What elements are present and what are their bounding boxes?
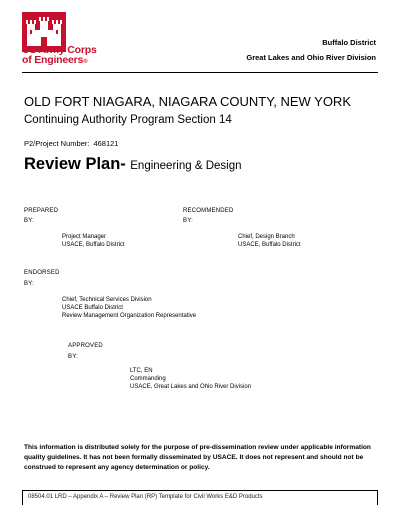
- endorsed-label: ENDORSED: [24, 270, 60, 276]
- approved-rank: LTC, EN: [130, 368, 153, 374]
- recommended-title: Chief, Design Branch: [238, 234, 295, 240]
- review-plan-heading: [24, 155, 242, 174]
- dissemination-notice: This information is distributed solely for the purpose of pre-dissemination review under applicable information quality guidelines. It has not been formally disseminated by USACE. It does not represent and should not be construed to represent any agency determination or policy.: [24, 444, 371, 471]
- endorsed-signature-block: [62, 296, 196, 320]
- approved-label: APPROVED: [68, 343, 103, 349]
- district-name: Buffalo District: [322, 38, 376, 47]
- project-number-label: P2/Project Number:: [24, 139, 90, 148]
- review-plan-title: Review Plan-: [24, 155, 126, 173]
- project-location-title: OLD FORT NIAGARA, NIAGARA COUNTY, NEW YORK: [24, 94, 351, 109]
- recommended-signature-block: [238, 233, 301, 249]
- recommended-by-label: BY:: [183, 218, 193, 224]
- recommended-org: USACE, Buffalo District: [238, 242, 301, 248]
- endorsed-org: USACE Buffalo District: [62, 305, 123, 311]
- project-number-line: [24, 139, 118, 148]
- header-divider: [22, 72, 378, 73]
- prepared-org: USACE, Buffalo District: [62, 242, 125, 248]
- footer-text: 08504.01 LRD – Appendix A – Review Plan (RP) Template for Civil Works E&D Products: [28, 494, 263, 500]
- approved-title: Commanding: [130, 376, 166, 382]
- prepared-signature-block: [62, 233, 125, 249]
- endorsed-by-label: BY:: [24, 281, 34, 287]
- review-plan-subtitle: Engineering & Design: [130, 160, 242, 172]
- org-line-2: of Engineers: [22, 54, 84, 66]
- approved-org: USACE, Great Lakes and Ohio River Division: [130, 384, 252, 390]
- approved-by-label: BY:: [68, 354, 78, 360]
- endorsed-role: Review Management Organization Representative: [62, 313, 197, 319]
- program-title: Continuing Authority Program Section 14: [24, 114, 232, 126]
- registered-mark: ®: [83, 59, 88, 65]
- prepared-label: PREPARED: [24, 208, 59, 214]
- division-name: Great Lakes and Ohio River Division: [246, 53, 376, 62]
- endorsed-title: Chief, Technical Services Division: [62, 297, 152, 303]
- project-number-value: 468121: [93, 139, 119, 148]
- prepared-title: Project Manager: [62, 234, 107, 240]
- organization-name: [22, 45, 97, 67]
- prepared-by-label: BY:: [24, 218, 34, 224]
- org-line-1: US Army Corps: [22, 44, 97, 56]
- recommended-label: RECOMMENDED: [183, 208, 234, 214]
- approved-signature-block: [130, 367, 251, 391]
